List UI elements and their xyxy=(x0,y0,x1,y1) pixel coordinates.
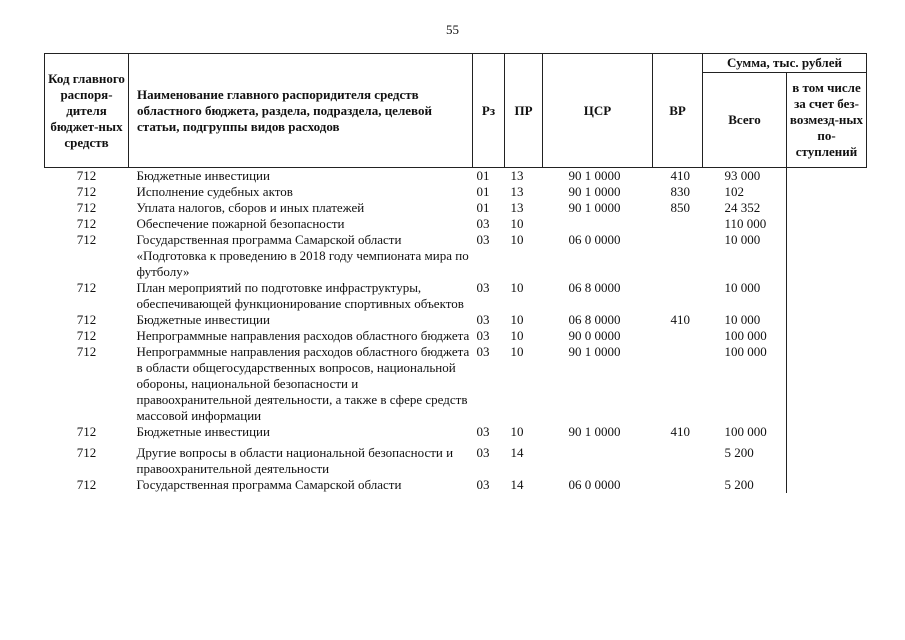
page-number: 55 xyxy=(446,22,459,37)
cell-name: Бюджетные инвестиции xyxy=(136,168,270,183)
cell-total: 100 000 xyxy=(724,424,767,439)
cell-csr: 06 8 0000 xyxy=(568,280,621,295)
table-row xyxy=(45,477,867,493)
cell-vr: 850 xyxy=(670,200,690,215)
cell-rz: 01 xyxy=(476,184,490,199)
cell-rz: 03 xyxy=(476,344,490,359)
cell-code: 712 xyxy=(76,312,97,327)
cell-grat xyxy=(787,200,867,216)
cell-pr: 13 xyxy=(510,200,524,215)
cell-grat xyxy=(787,344,867,424)
cell-rz: 01 xyxy=(476,168,490,183)
header-rz: Рз xyxy=(473,54,505,168)
cell-name: Непрограммные направления расходов областного бюджета xyxy=(136,328,470,343)
cell-code: 712 xyxy=(76,216,97,231)
header-total: Всего xyxy=(703,73,787,168)
cell-total: 24 352 xyxy=(724,200,761,215)
cell-vr: 410 xyxy=(670,424,690,439)
cell-grat xyxy=(787,184,867,200)
budget-table xyxy=(44,53,867,493)
cell-code: 712 xyxy=(76,280,97,295)
table-row xyxy=(45,280,867,312)
cell-vr: 830 xyxy=(670,184,690,199)
table-row xyxy=(45,200,867,216)
table-row xyxy=(45,344,867,424)
cell-grat xyxy=(787,328,867,344)
cell-grat xyxy=(787,424,867,440)
cell-code: 712 xyxy=(76,328,97,343)
cell-rz: 03 xyxy=(476,312,490,327)
header-pr: ПР xyxy=(505,54,543,168)
cell-code: 712 xyxy=(76,200,97,215)
cell-vr xyxy=(653,280,703,312)
cell-code: 712 xyxy=(76,477,97,492)
cell-name: Другие вопросы в области национальной безопасности и правоохранительной деятельности xyxy=(136,445,454,476)
cell-name: Бюджетные инвестиции xyxy=(136,312,270,327)
cell-grat xyxy=(787,168,867,185)
cell-csr: 06 0 0000 xyxy=(568,232,621,247)
cell-vr xyxy=(653,232,703,280)
cell-grat xyxy=(787,280,867,312)
cell-pr: 13 xyxy=(510,184,524,199)
cell-csr: 90 1 0000 xyxy=(568,344,621,359)
cell-rz: 03 xyxy=(476,477,490,492)
cell-vr: 410 xyxy=(670,312,690,327)
cell-rz: 03 xyxy=(476,216,490,231)
header-vr: ВР xyxy=(653,54,703,168)
table-body xyxy=(45,168,867,494)
cell-csr: 90 1 0000 xyxy=(568,424,621,439)
cell-total: 93 000 xyxy=(724,168,761,183)
cell-pr: 10 xyxy=(510,232,524,247)
cell-code: 712 xyxy=(76,184,97,199)
cell-code: 712 xyxy=(76,344,97,359)
cell-name: План мероприятий по подготовке инфраструктуры, обеспечивающей функционирование спортивных объектов xyxy=(136,280,464,311)
cell-vr xyxy=(653,477,703,493)
cell-rz: 03 xyxy=(476,328,490,343)
cell-rz: 01 xyxy=(476,200,490,215)
cell-csr xyxy=(543,440,653,477)
cell-vr xyxy=(653,328,703,344)
cell-grat xyxy=(787,312,867,328)
cell-csr: 90 1 0000 xyxy=(568,184,621,199)
cell-csr: 06 0 0000 xyxy=(568,477,621,492)
table-header xyxy=(45,54,867,168)
cell-name: Непрограммные направления расходов областного бюджета в области общегосударственных вопросов, национальной обороны, национальной безопасности и правоохранительной деятельности, а также в сфере средств массовой информации xyxy=(136,344,470,423)
cell-total: 102 xyxy=(724,184,744,199)
table-row xyxy=(45,312,867,328)
table-row xyxy=(45,216,867,232)
cell-total: 100 000 xyxy=(724,344,767,359)
header-sum: Сумма, тыс. рублей xyxy=(703,54,867,73)
cell-name: Уплата налогов, сборов и иных платежей xyxy=(136,200,365,215)
cell-pr: 10 xyxy=(510,344,524,359)
cell-rz: 03 xyxy=(476,424,490,439)
table-row xyxy=(45,168,867,185)
cell-csr: 06 8 0000 xyxy=(568,312,621,327)
header-grat: в том числе за счет без-возмезд-ных по-ступлений xyxy=(787,73,867,168)
cell-grat xyxy=(787,477,867,493)
cell-total: 100 000 xyxy=(724,328,767,343)
cell-pr: 14 xyxy=(510,445,524,460)
cell-code: 712 xyxy=(76,445,97,460)
cell-name: Исполнение судебных актов xyxy=(136,184,293,199)
cell-code: 712 xyxy=(76,168,97,183)
cell-csr: 90 0 0000 xyxy=(568,328,621,343)
cell-rz: 03 xyxy=(476,280,490,295)
table-row xyxy=(45,184,867,200)
header-csr: ЦСР xyxy=(543,54,653,168)
cell-vr: 410 xyxy=(670,168,690,183)
cell-pr: 10 xyxy=(510,216,524,231)
table-row xyxy=(45,328,867,344)
cell-vr xyxy=(653,344,703,424)
cell-pr: 10 xyxy=(510,280,524,295)
table-row xyxy=(45,232,867,280)
cell-name: Государственная программа Самарской области «Подготовка к проведению в 2018 году чемпионата мира по футболу» xyxy=(136,232,469,279)
table-row xyxy=(45,424,867,440)
cell-grat xyxy=(787,232,867,280)
header-name: Наименование главного распоридителя средств областного бюджета, раздела, подраздела, целевой статьи, подгруппы видов расходов xyxy=(129,54,473,168)
cell-pr: 10 xyxy=(510,312,524,327)
cell-vr xyxy=(653,440,703,477)
cell-total: 10 000 xyxy=(724,280,761,295)
cell-code: 712 xyxy=(76,424,97,439)
table-row xyxy=(45,440,867,477)
cell-csr: 90 1 0000 xyxy=(568,200,621,215)
cell-pr: 14 xyxy=(510,477,524,492)
cell-total: 10 000 xyxy=(724,232,761,247)
cell-pr: 13 xyxy=(510,168,524,183)
cell-rz: 03 xyxy=(476,445,490,460)
cell-total: 110 000 xyxy=(724,216,767,231)
cell-pr: 10 xyxy=(510,424,524,439)
cell-grat xyxy=(787,440,867,477)
header-code: Код главного распоря-дителя бюджет-ных средств xyxy=(45,54,129,168)
cell-rz: 03 xyxy=(476,232,490,247)
cell-csr xyxy=(543,216,653,232)
cell-vr xyxy=(653,216,703,232)
cell-code: 712 xyxy=(76,232,97,247)
cell-name: Обеспечение пожарной безопасности xyxy=(136,216,345,231)
cell-grat xyxy=(787,216,867,232)
cell-total: 5 200 xyxy=(724,477,754,492)
cell-csr: 90 1 0000 xyxy=(568,168,621,183)
cell-name: Бюджетные инвестиции xyxy=(136,424,270,439)
cell-pr: 10 xyxy=(510,328,524,343)
cell-name: Государственная программа Самарской области xyxy=(136,477,402,492)
cell-total: 10 000 xyxy=(724,312,761,327)
cell-total: 5 200 xyxy=(724,445,754,460)
